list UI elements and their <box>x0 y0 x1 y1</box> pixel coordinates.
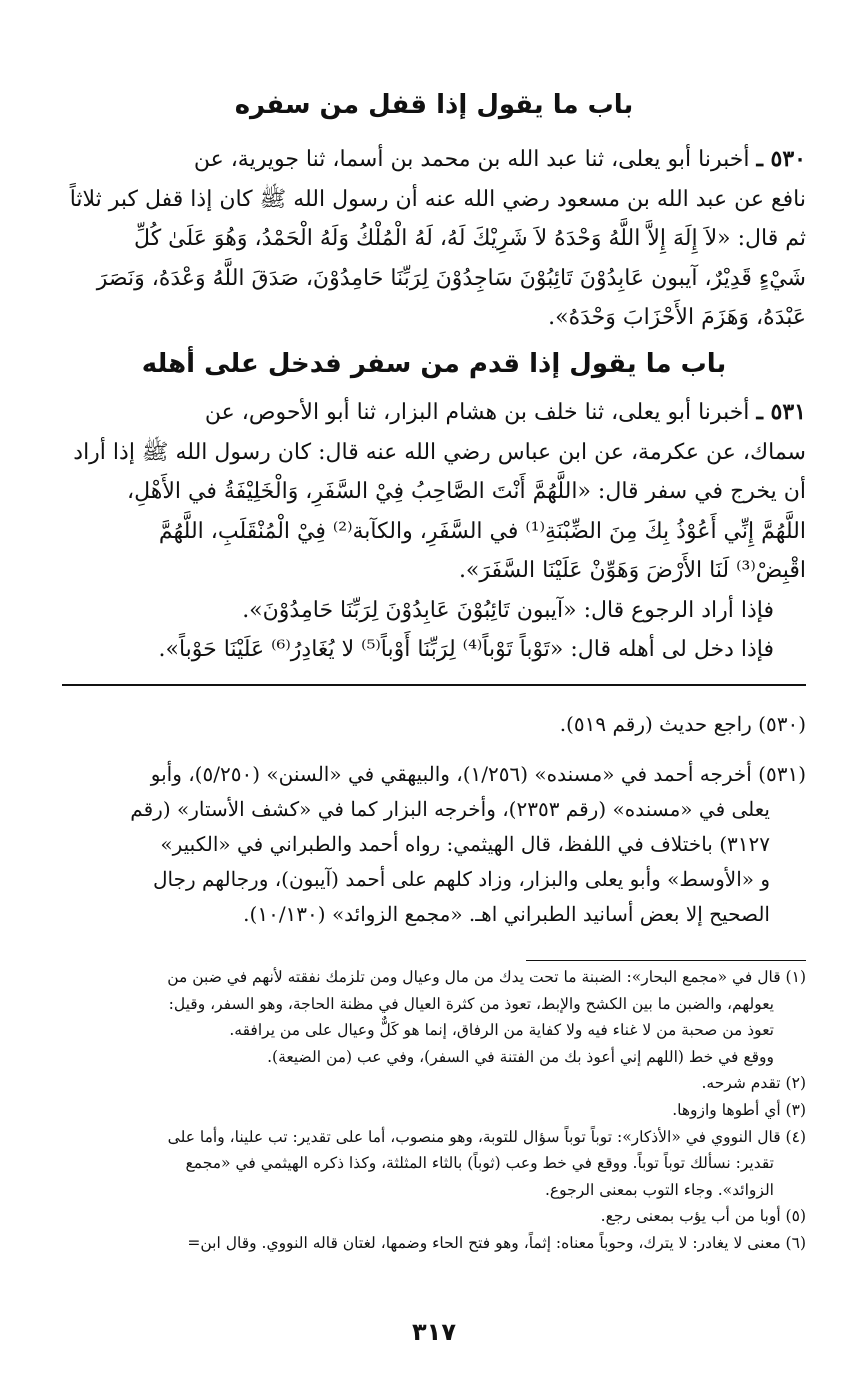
hadith-530 <box>62 140 806 338</box>
reference-531 <box>62 757 806 932</box>
book-page <box>62 0 806 1381</box>
footnote-4: (٤) قال النووي في «الأذكار»: توباً توباً سؤال للتوبة، وهو منصوب، أما على تقدير: تب علينا، وأما على تقدير: نسألك توباً توباً. ووقع في خط وعب (ثوباً) بالثاء المثلثة، وكذا ذكره الهيثمي في «مجمع الزوائد». وجاء التوب بمعنى الرجوع. <box>167 1127 806 1199</box>
chapter-heading-1: باب ما يقول إذا قفل من سفره <box>234 90 634 120</box>
text-line: ٥٣٠ ـ أخبرنا أبو يعلى، ثنا عبد الله بن محمد بن أسما، ثنا جويرية، عن <box>193 146 806 172</box>
footnote-6: (٦) معنى لا يغادر: لا يترك، وحوباً معناه: إثماً، وهو فتح الحاء وضمها، لغتان قاله النووي. وقال ابن= <box>187 1233 806 1252</box>
text-line: ٣١٢٧) باختلاف في اللفظ، قال الهيثمي: رواه أحمد والطبراني في «الكبير» <box>160 832 770 856</box>
reference-530: (٥٣٠) راجع حديث (رقم ٥١٩). <box>559 712 806 736</box>
hadith-531 <box>62 393 806 670</box>
page-number: ٣١٧ <box>412 1318 456 1346</box>
enter-supplication: فإذا دخل لى أهله قال: «تَوْباً تَوْباً⁽⁴⁾ لِرَبِّنَا أَوْباً⁽⁵⁾ لا يُغَادِرُ⁽⁶⁾ عَلَيْنَا حَوْباً». <box>158 637 774 662</box>
hadith-number: ٥٣١ ـ <box>756 399 806 425</box>
text-line: شَيْءٍ قَدِيْرٌ، آيبون عَابِدُوْنَ تَائِبُوْنَ سَاجِدُوْنَ لِرَبِّنَا حَامِدُوْنَ، صَدَقَ اللَّهُ وَعْدَهُ، وَنَصَرَ <box>96 265 806 291</box>
text-line: و «الأوسط» وأبو يعلى والبزار، وزاد كلهم على أحمد (آيبون)، ورجالهم رجال <box>152 867 770 891</box>
return-supplication: فإذا أراد الرجوع قال: «آيبون تَائِبُوْنَ عَابِدُوْنَ لِرَبِّنَا حَامِدُوْنَ». <box>242 597 774 623</box>
text-line: يعلى في «مسنده» (رقم ٢٣٥٣)، وأخرجه البزار كما في «كشف الأستار» (رقم <box>130 797 770 821</box>
text-line: نافع عن عبد الله بن مسعود رضي الله عنه أن رسول الله ﷺ كان إذا قفل كبر ثلاثاً <box>69 186 806 212</box>
text-line: ثم قال: «لاَ إِلَهَ إِلاَّ اللَّهُ وَحْدَهُ لاَ شَرِيْكَ لَهُ، لَهُ الْمُلْكُ وَلَهُ الْحَمْدُ، وَهُوَ عَلَىٰ كُلِّ <box>134 226 806 251</box>
text-line: اللَّهُمَّ إِنِّي أَعُوْذُ بِكَ مِنَ الضِّبْنَةِ⁽¹⁾ في السَّفَرِ، والكآبة⁽²⁾ فِيْ الْمُنْقَلَبِ، اللَّهُمَّ <box>158 518 806 544</box>
text-line: أن يخرج في سفر قال: «اللَّهُمَّ أَنْتَ الصَّاحِبُ فِيْ السَّفَرِ، وَالْخَلِيْفَةُ في الأَهْلِ، <box>126 479 806 504</box>
text-line: الصحيح إلا بعض أسانيد الطبراني اهـ. «مجمع الزوائد» (١٠/١٣٠). <box>243 902 770 926</box>
footnote-5: (٥) أوبا من أب يؤب بمعنى رجع. <box>600 1207 806 1226</box>
footnote-2: (٢) تقدم شرحه. <box>701 1074 806 1093</box>
chapter-heading-2: باب ما يقول إذا قدم من سفر فدخل على أهله <box>141 349 727 379</box>
text-line: اقْبِضْ⁽³⁾ لَنَا الأَرْضَ وَهَوِّنْ عَلَيْنَا السَّفَرَ». <box>458 558 806 583</box>
main-divider <box>62 684 806 686</box>
footnote-3: (٣) أي أطوها وازوها. <box>672 1100 806 1119</box>
text-line: (٥٣١) أخرجه أحمد في «مسنده» (١/٢٥٦)، والبيهقي في «السنن» (٥/٢٥٠)، وأبو <box>150 762 806 786</box>
footnotes <box>62 964 806 1257</box>
footnote-1: (١) قال في «مجمع البحار»: الضبنة ما تحت يدك من مال وعيال ومن تلزمك نفقته لأنهم في ضبن من يعولهم، والضبن ما بين الكشح والإبط، تعوذ من كثرة العيال في مظنة الحاجة، وهو السفر، وقيل: تعوذ من صحبة من لا غناء فيه ولا كفاية من الرفاق، إنما هو كَلٌّ وعيال على من يرافقه. ووقع في خط (اللهم إني أعوذ بك من الفتنة في السفر)، وفي عب (من الضيعة). <box>167 968 806 1066</box>
footnote-divider <box>526 960 806 961</box>
text-line: ٥٣١ ـ أخبرنا أبو يعلى، ثنا خلف بن هشام البزار، ثنا أبو الأحوص، عن <box>204 399 806 425</box>
text-line: سماك، عن عكرمة، عن ابن عباس رضي الله عنه قال: كان رسول الله ﷺ إذا أراد <box>73 439 806 465</box>
text-line: عَبْدَهُ، وَهَزَمَ الأَحْزَابَ وَحْدَهُ». <box>548 305 806 330</box>
hadith-number: ٥٣٠ ـ <box>756 146 806 172</box>
